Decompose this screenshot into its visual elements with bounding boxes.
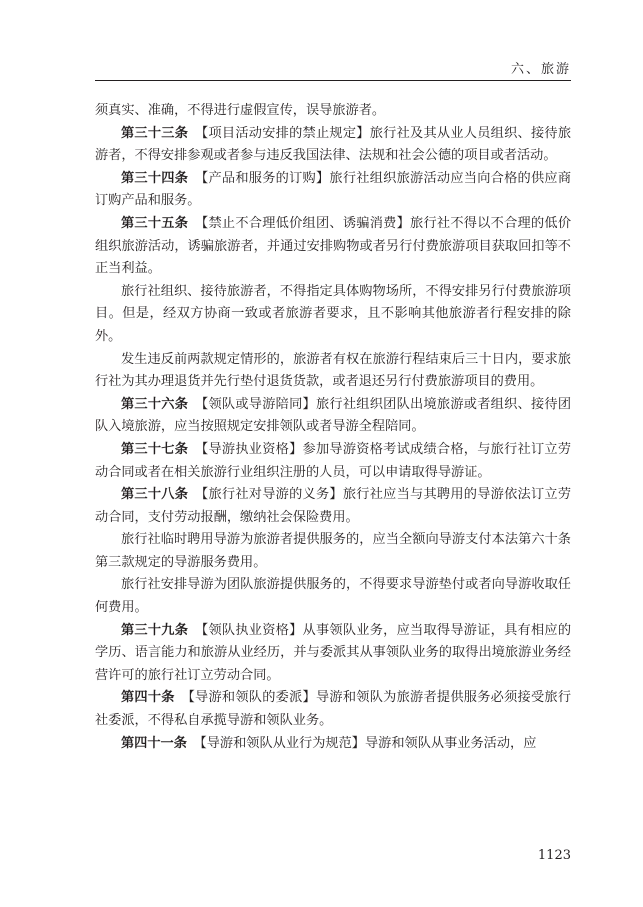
- article-title: 【导游执业资格】: [194, 441, 303, 457]
- article-number: 第三十七条: [121, 441, 189, 457]
- paragraph: [95, 733, 571, 756]
- article-number: 第三十九条: [121, 622, 189, 638]
- article-text: 发生违反前两款规定情形的，旅游者有权在旅游行程结束后三十日内，要求旅行社为其办理退货并先行垫付退货货款，或者退还另行付费旅游项目的费用。: [95, 351, 571, 390]
- article-number: 第四十一条: [121, 735, 187, 751]
- article-title: 【旅行社对导游的义务】: [194, 487, 343, 503]
- article-text: 从事领队业务，应当取得导游证，具有相应的学历、语言能力和旅游从业经历，并与委派其从事领队业务的取得出境旅游业务经营许可的旅行社订立劳动合同。: [95, 622, 572, 683]
- article-text: 旅行社及其从业人员组织、接待旅游者，不得安排参观或者参与违反我国法律、法规和社会公德的项目或者活动。: [95, 125, 572, 164]
- article-title: 【领队或导游陪同】: [194, 396, 316, 412]
- article-title: 【产品和服务的订购】: [194, 170, 330, 186]
- paragraph: [95, 100, 571, 123]
- article-title: 【项目活动安排的禁止规定】: [194, 125, 370, 141]
- article-title: 【导游和领队的委派】: [181, 690, 316, 706]
- article-text: 旅行社安排导游为团队旅游提供服务的，不得要求导游垫付或者向导游收取任何费用。: [95, 577, 571, 616]
- article-number: 第三十五条: [121, 215, 189, 231]
- paragraph: [95, 281, 571, 349]
- paragraph: [95, 394, 571, 439]
- article-number: 第三十三条: [121, 125, 189, 141]
- page-number: 1123: [537, 848, 571, 863]
- article-text: 旅行社不得以不合理的低价组织旅游活动，诱骗旅游者，并通过安排购物或者另行付费旅游项目获取回扣等不正当利益。: [95, 215, 572, 277]
- paragraph: [95, 620, 571, 688]
- paragraph: [95, 123, 571, 168]
- article-text: 旅行社组织、接待旅游者，不得指定具体购物场所，不得安排另行付费旅游项目。但是，经双方协商一致或者旅游者要求，且不影响其他旅游者行程安排的除外。: [95, 283, 571, 344]
- article-text: 须真实、准确，不得进行虚假宣传，误导旅游者。: [95, 103, 386, 118]
- article-number: 第四十条: [121, 690, 175, 706]
- paragraph: [95, 687, 571, 732]
- article-text: 旅行社应当与其聘用的导游依法订立劳动合同，支付劳动报酬，缴纳社会保险费用。: [95, 487, 572, 525]
- article-title: 【禁止不合理低价组团、诱骗消费】: [194, 215, 411, 231]
- article-title: 【领队执业资格】: [194, 622, 303, 638]
- paragraph: [95, 168, 571, 213]
- paragraph: [95, 574, 571, 619]
- article-text: 导游和领队为旅游者提供服务必须接受旅行社委派，不得私自承揽导游和领队业务。: [95, 690, 572, 729]
- paragraph: [95, 439, 571, 484]
- article-text: 导游和领队从事业务活动，应: [364, 735, 537, 751]
- header-rule: [95, 80, 571, 81]
- article-text: 旅行社组织团队出境旅游或者组织、接待团队入境旅游，应当按照规定安排领队或者导游全程陪同。: [95, 396, 572, 435]
- paragraph: [95, 529, 571, 574]
- body-text: [95, 100, 571, 755]
- article-number: 第三十八条: [121, 487, 189, 503]
- article-text: 参加导游资格考试成绩合格，与旅行社订立劳动合同或者在相关旅游行业组织注册的人员，可以申请取得导游证。: [95, 441, 572, 480]
- paragraph: [95, 349, 571, 394]
- paragraph: [95, 213, 571, 281]
- article-text: 旅行社组织旅游活动应当向合格的供应商订购产品和服务。: [95, 170, 572, 209]
- article-number: 第三十六条: [121, 396, 189, 412]
- running-header: 六、旅游: [510, 62, 571, 77]
- article-title: 【导游和领队从业行为规范】: [193, 735, 365, 751]
- paragraph: [95, 484, 571, 529]
- article-number: 第三十四条: [121, 170, 189, 186]
- article-text: 旅行社临时聘用导游为旅游者提供服务的，应当全额向导游支付本法第六十条第三款规定的导游服务费用。: [95, 532, 571, 570]
